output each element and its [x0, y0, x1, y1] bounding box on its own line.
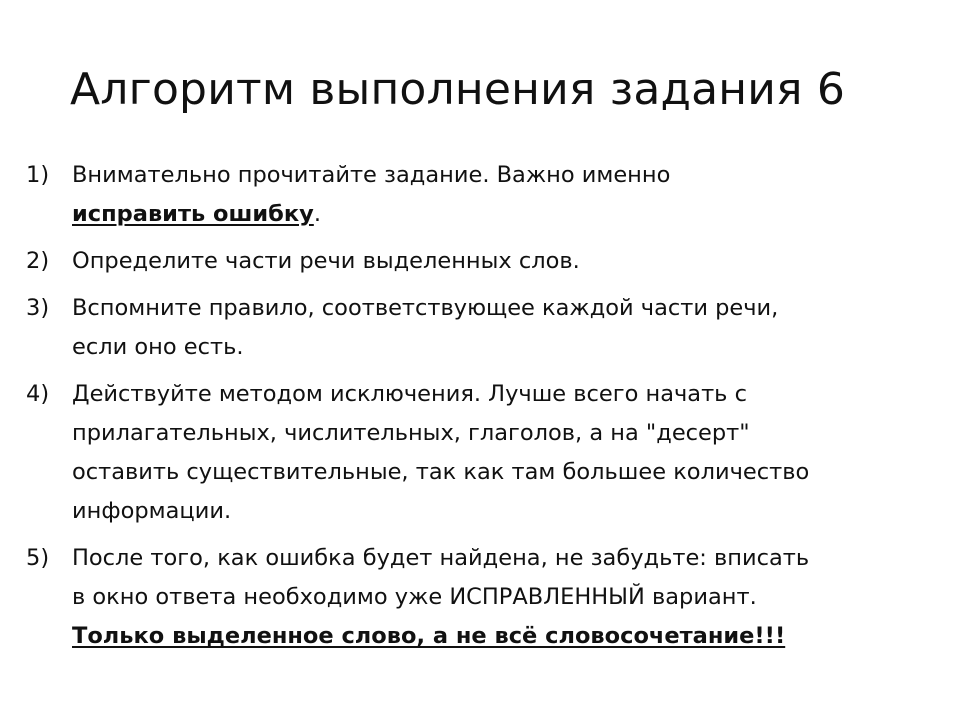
- step-1-emphasis: исправить ошибку: [72, 201, 314, 227]
- step-number: 2): [26, 248, 50, 274]
- step-4: [26, 375, 926, 531]
- step-2: [26, 242, 926, 281]
- step-number: 4): [26, 381, 50, 407]
- step-5-line-1: После того, как ошибка будет найдена, не забудьте: вписать: [72, 545, 810, 571]
- step-4-line-3: оставить существительные, так как там большее количество: [72, 459, 810, 485]
- step-4-line-1: Действуйте методом исключения. Лучше всего начать с: [72, 381, 747, 407]
- step-text: [72, 156, 926, 234]
- step-number: 5): [26, 545, 50, 571]
- step-text: [72, 539, 926, 656]
- step-3: [26, 289, 926, 367]
- step-number: 3): [26, 295, 50, 321]
- step-5-emphasis: Только выделенное слово, а не всё словосочетание!!!: [72, 623, 786, 649]
- step-5-line-2: в окно ответа необходимо уже ИСПРАВЛЕННЫЙ вариант.: [72, 584, 757, 610]
- step-4-line-2: прилагательных, числительных, глаголов, а на "десерт": [72, 420, 750, 446]
- steps-list: [26, 156, 926, 664]
- step-text: [72, 289, 926, 367]
- step-4-line-4: информации.: [72, 498, 232, 524]
- step-5: [26, 539, 926, 656]
- step-3-line-2: если оно есть.: [72, 334, 244, 360]
- step-2-text: Определите части речи выделенных слов.: [72, 248, 580, 274]
- step-number: 1): [26, 162, 50, 188]
- step-text: [72, 375, 926, 531]
- step-3-line-1: Вспомните правило, соответствующее каждой части речи,: [72, 295, 779, 321]
- step-1: [26, 156, 926, 234]
- slide-title: Алгоритм выполнения задания 6: [70, 64, 846, 115]
- step-1-text: Внимательно прочитайте задание. Важно именно: [72, 162, 671, 188]
- step-1-after: .: [313, 201, 321, 227]
